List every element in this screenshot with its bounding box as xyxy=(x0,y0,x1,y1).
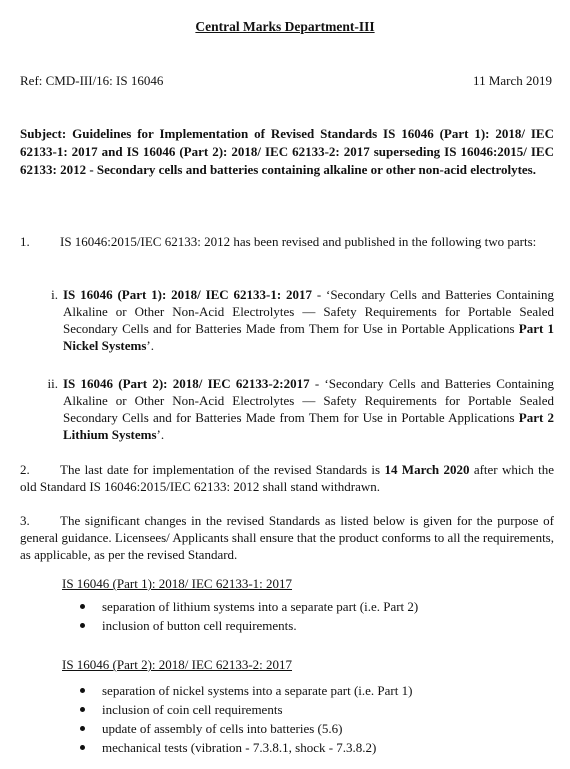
bullet-dot-icon xyxy=(80,604,85,609)
paragraph-text: IS 16046:2015/IEC 62133: 2012 has been revised and published in the following two parts: xyxy=(60,234,537,249)
bullet-item: update of assembly of cells into batteries (5.6) xyxy=(78,720,538,739)
bullet-item: inclusion of button cell requirements. xyxy=(78,617,538,636)
bullet-dot-icon xyxy=(80,745,85,750)
part-name: Part 1 Nickel Systems xyxy=(63,321,554,353)
standard-reference: IS 16046 (Part 1): 2018/ IEC 62133-1: 2017 xyxy=(63,287,313,302)
part-name: Part 2 Lithium Systems xyxy=(63,410,554,442)
list-item-text: IS 16046 (Part 2): 2018/ IEC 62133-2:2017 - ‘Secondary Cells and Batteries Containing Alkaline or Other Non-Acid Electrolytes — Safety Requirements for Portable Sealed Secondary Cells and for Batteries Made from Them for Use in Portable Applications Part 2 Lithium Systems’. xyxy=(63,376,554,442)
part1-heading: IS 16046 (Part 1): 2018/ IEC 62133-1: 2017 xyxy=(62,576,293,591)
bullet-item: inclusion of coin cell requirements xyxy=(78,701,538,720)
page-title: Central Marks Department-III xyxy=(195,19,375,34)
part2-heading: IS 16046 (Part 2): 2018/ IEC 62133-2: 2017 xyxy=(62,657,293,672)
bullet-item: mechanical tests (vibration - 7.3.8.1, shock - 7.3.8.2) xyxy=(78,739,538,758)
roman-numeral: i. xyxy=(51,287,58,302)
bullet-item: separation of nickel systems into a separate part (i.e. Part 1) xyxy=(78,682,538,701)
bullet-dot-icon xyxy=(80,688,85,693)
bullet-dot-icon xyxy=(80,623,85,628)
paragraph-number: 3. xyxy=(20,513,30,528)
roman-numeral: ii. xyxy=(47,376,58,391)
paragraph-number: 1. xyxy=(20,234,30,249)
document-date: 11 March 2019 xyxy=(473,73,552,88)
reference-code: Ref: CMD-III/16: IS 16046 xyxy=(20,73,164,88)
paragraph-2: 2. The last date for implementation of the revised Standards is 14 March 2020 after which the old Standard IS 16046:2015/IEC 62133: 2012 shall stand withdrawn. xyxy=(20,462,555,494)
part2-bullet-list xyxy=(78,682,538,758)
paragraph-text: The significant changes in the revised Standards as listed below is given for the purpose of general guidance. Licensees/ Applicants shall ensure that the product conforms to all the requirements, as applicable, as per the revised Standard. xyxy=(20,513,554,562)
subject-line: Subject: Guidelines for Implementation of Revised Standards IS 16046 (Part 1): 2018/ IEC 62133-1: 2017 and IS 16046 (Part 2): 2018/ IEC 62133-2: 2017 superseding IS 16046:2015/ IEC 62133: 2012 - Secondary cells and batteries containing alkaline or other non-acid electrolytes. xyxy=(20,126,554,177)
bullet-dot-icon xyxy=(80,726,85,731)
paragraph-3 xyxy=(20,512,554,563)
implementation-date: 14 March 2020 xyxy=(384,462,470,477)
part1-bullet-list xyxy=(78,598,538,636)
standard-reference: IS 16046 (Part 2): 2018/ IEC 62133-2:2017 xyxy=(63,376,310,391)
paragraph-1 xyxy=(20,233,554,250)
list-item-text: IS 16046 (Part 1): 2018/ IEC 62133-1: 2017 - ‘Secondary Cells and Batteries Containing Alkaline or Other Non-Acid Electrolytes — Safety Requirements for Portable Sealed Secondary Cells and for Batteries Made from Them for Use in Portable Applications Part 1 Nickel Systems’. xyxy=(63,287,554,353)
bullet-dot-icon xyxy=(80,707,85,712)
paragraph-number: 2. xyxy=(20,462,30,477)
bullet-item: separation of lithium systems into a separate part (i.e. Part 2) xyxy=(78,598,538,617)
